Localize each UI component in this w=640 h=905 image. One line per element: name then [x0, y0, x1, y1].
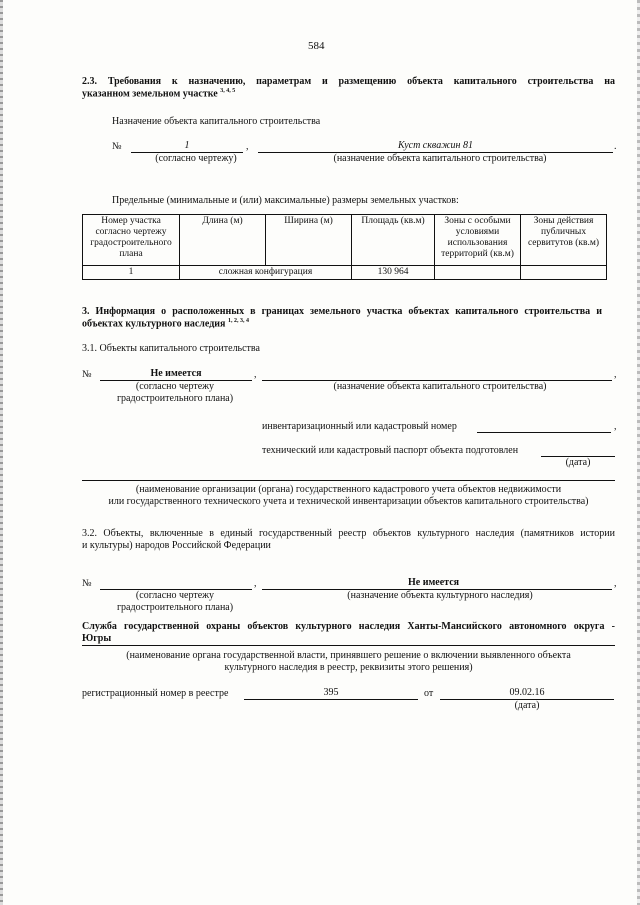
comma-separator: , [614, 369, 617, 380]
date-caption: (дата) [514, 700, 540, 711]
passport-date-field [541, 444, 615, 457]
number-sign: № [82, 578, 92, 589]
caption-purpose: (назначение объекта культурного наследия) [347, 590, 533, 601]
col-width: Ширина (м) [266, 215, 352, 266]
scan-edge-left [0, 0, 3, 905]
registry-number-field: 395 [244, 687, 418, 700]
heritage-purpose-field: Не имеется [262, 577, 612, 590]
comma-separator: , [614, 578, 617, 589]
section-3-heading-line1: 3. Информация о расположенных в границах земельного участка объектах капитального строительства и [82, 306, 602, 317]
number-sign: № [112, 141, 122, 152]
section-3-heading-line2 [82, 318, 249, 330]
comma-separator: , [254, 578, 257, 589]
org-caption-line2: или государственного технического учета и технической инвентаризации объектов капитального строительства) [108, 496, 589, 507]
section-2-3-heading-line1: 2.3. Требования к назначению, параметрам и размещению объекта капитального строительства на [82, 76, 615, 87]
heading-text: объектах культурного наследия [82, 318, 226, 330]
caption-drawing-line1: (согласно чертежу [135, 381, 215, 392]
cell-plot-number: 1 [83, 266, 180, 280]
comma-separator: , [246, 141, 249, 152]
cell-special-zones [435, 266, 521, 280]
heritage-number-field [100, 577, 252, 590]
page-number: 584 [308, 40, 325, 52]
cell-area: 130 964 [352, 266, 435, 280]
from-label: от [424, 688, 434, 699]
inventory-number-field [477, 420, 611, 433]
object-purpose-field [262, 368, 612, 381]
organization-name-field [82, 470, 615, 481]
section-3-1-heading: 3.1. Объекты капитального строительства [82, 343, 260, 354]
org-caption-line1: (наименование организации (органа) государственного кадастрового учета объектов недвижимости [135, 484, 562, 495]
purpose-label: Назначение объекта капитального строительства [112, 116, 321, 127]
caption-drawing-line1: (согласно чертежу [135, 590, 215, 601]
comma-separator: , [254, 369, 257, 380]
caption-drawing: (согласно чертежу) [155, 153, 237, 164]
section-3-2-heading-line2: и культуры) народов Российской Федерации [82, 540, 271, 551]
registry-number-label: регистрационный номер в реестре [82, 688, 229, 699]
heading-text: указанном земельном участке [82, 88, 218, 100]
cell-servitudes [521, 266, 607, 280]
comma-separator: , [614, 421, 617, 432]
caption-purpose: (назначение объекта капитального строительства) [333, 381, 547, 392]
object-name-field: Куст скважин 81 [258, 140, 613, 153]
col-area: Площадь (кв.м) [352, 215, 435, 266]
passport-label: технический или кадастровый паспорт объекта подготовлен [262, 445, 519, 456]
plot-sizes-table [82, 214, 607, 280]
cell-dimensions: сложная конфигурация [180, 266, 352, 280]
section-3-2-heading-line1: 3.2. Объекты, включенные в единый государственный реестр объектов культурного наследия (памятников истории [82, 528, 615, 539]
heading-footnote: 3, 4, 5 [220, 88, 236, 94]
caption-purpose: (назначение объекта капитального строительства) [333, 153, 547, 164]
object-number-field: Не имеется [100, 368, 252, 381]
col-special-zones: Зоны с особыми условиями использования территорий (кв.м) [435, 215, 521, 266]
col-servitudes: Зоны действия публичных сервитутов (кв.м) [521, 215, 607, 266]
heading-footnote: 1, 2, 3, 4 [227, 318, 249, 324]
date-caption: (дата) [565, 457, 591, 468]
authority-caption-line1: (наименование органа государственной власти, принявшего решение о включении выявленного объекта [126, 650, 571, 661]
plot-number-field: 1 [131, 140, 243, 153]
limits-label: Предельные (минимальные и (или) максимальные) размеры земельных участков: [112, 195, 459, 206]
number-sign: № [82, 369, 92, 380]
authority-caption-line2: культурного наследия в реестр, реквизиты этого решения) [224, 662, 473, 673]
authority-name-line1: Служба государственной охраны объектов культурного наследия Ханты-Мансийского автономного округа - [82, 621, 615, 632]
inventory-label: инвентаризационный или кадастровый номер [262, 421, 457, 432]
table-header-row [83, 215, 607, 266]
caption-drawing-line2: градостроительного плана) [116, 393, 234, 404]
authority-name-line2: Югры [82, 633, 615, 646]
caption-drawing-line2: градостроительного плана) [116, 602, 234, 613]
dot-separator: . [614, 141, 617, 152]
section-2-3-heading-line2 [82, 88, 235, 100]
registry-date-field: 09.02.16 [440, 687, 614, 700]
col-plot-number: Номер участка согласно чертежу градостроительного плана [83, 215, 180, 266]
table-row [83, 266, 607, 280]
col-length: Длина (м) [180, 215, 266, 266]
